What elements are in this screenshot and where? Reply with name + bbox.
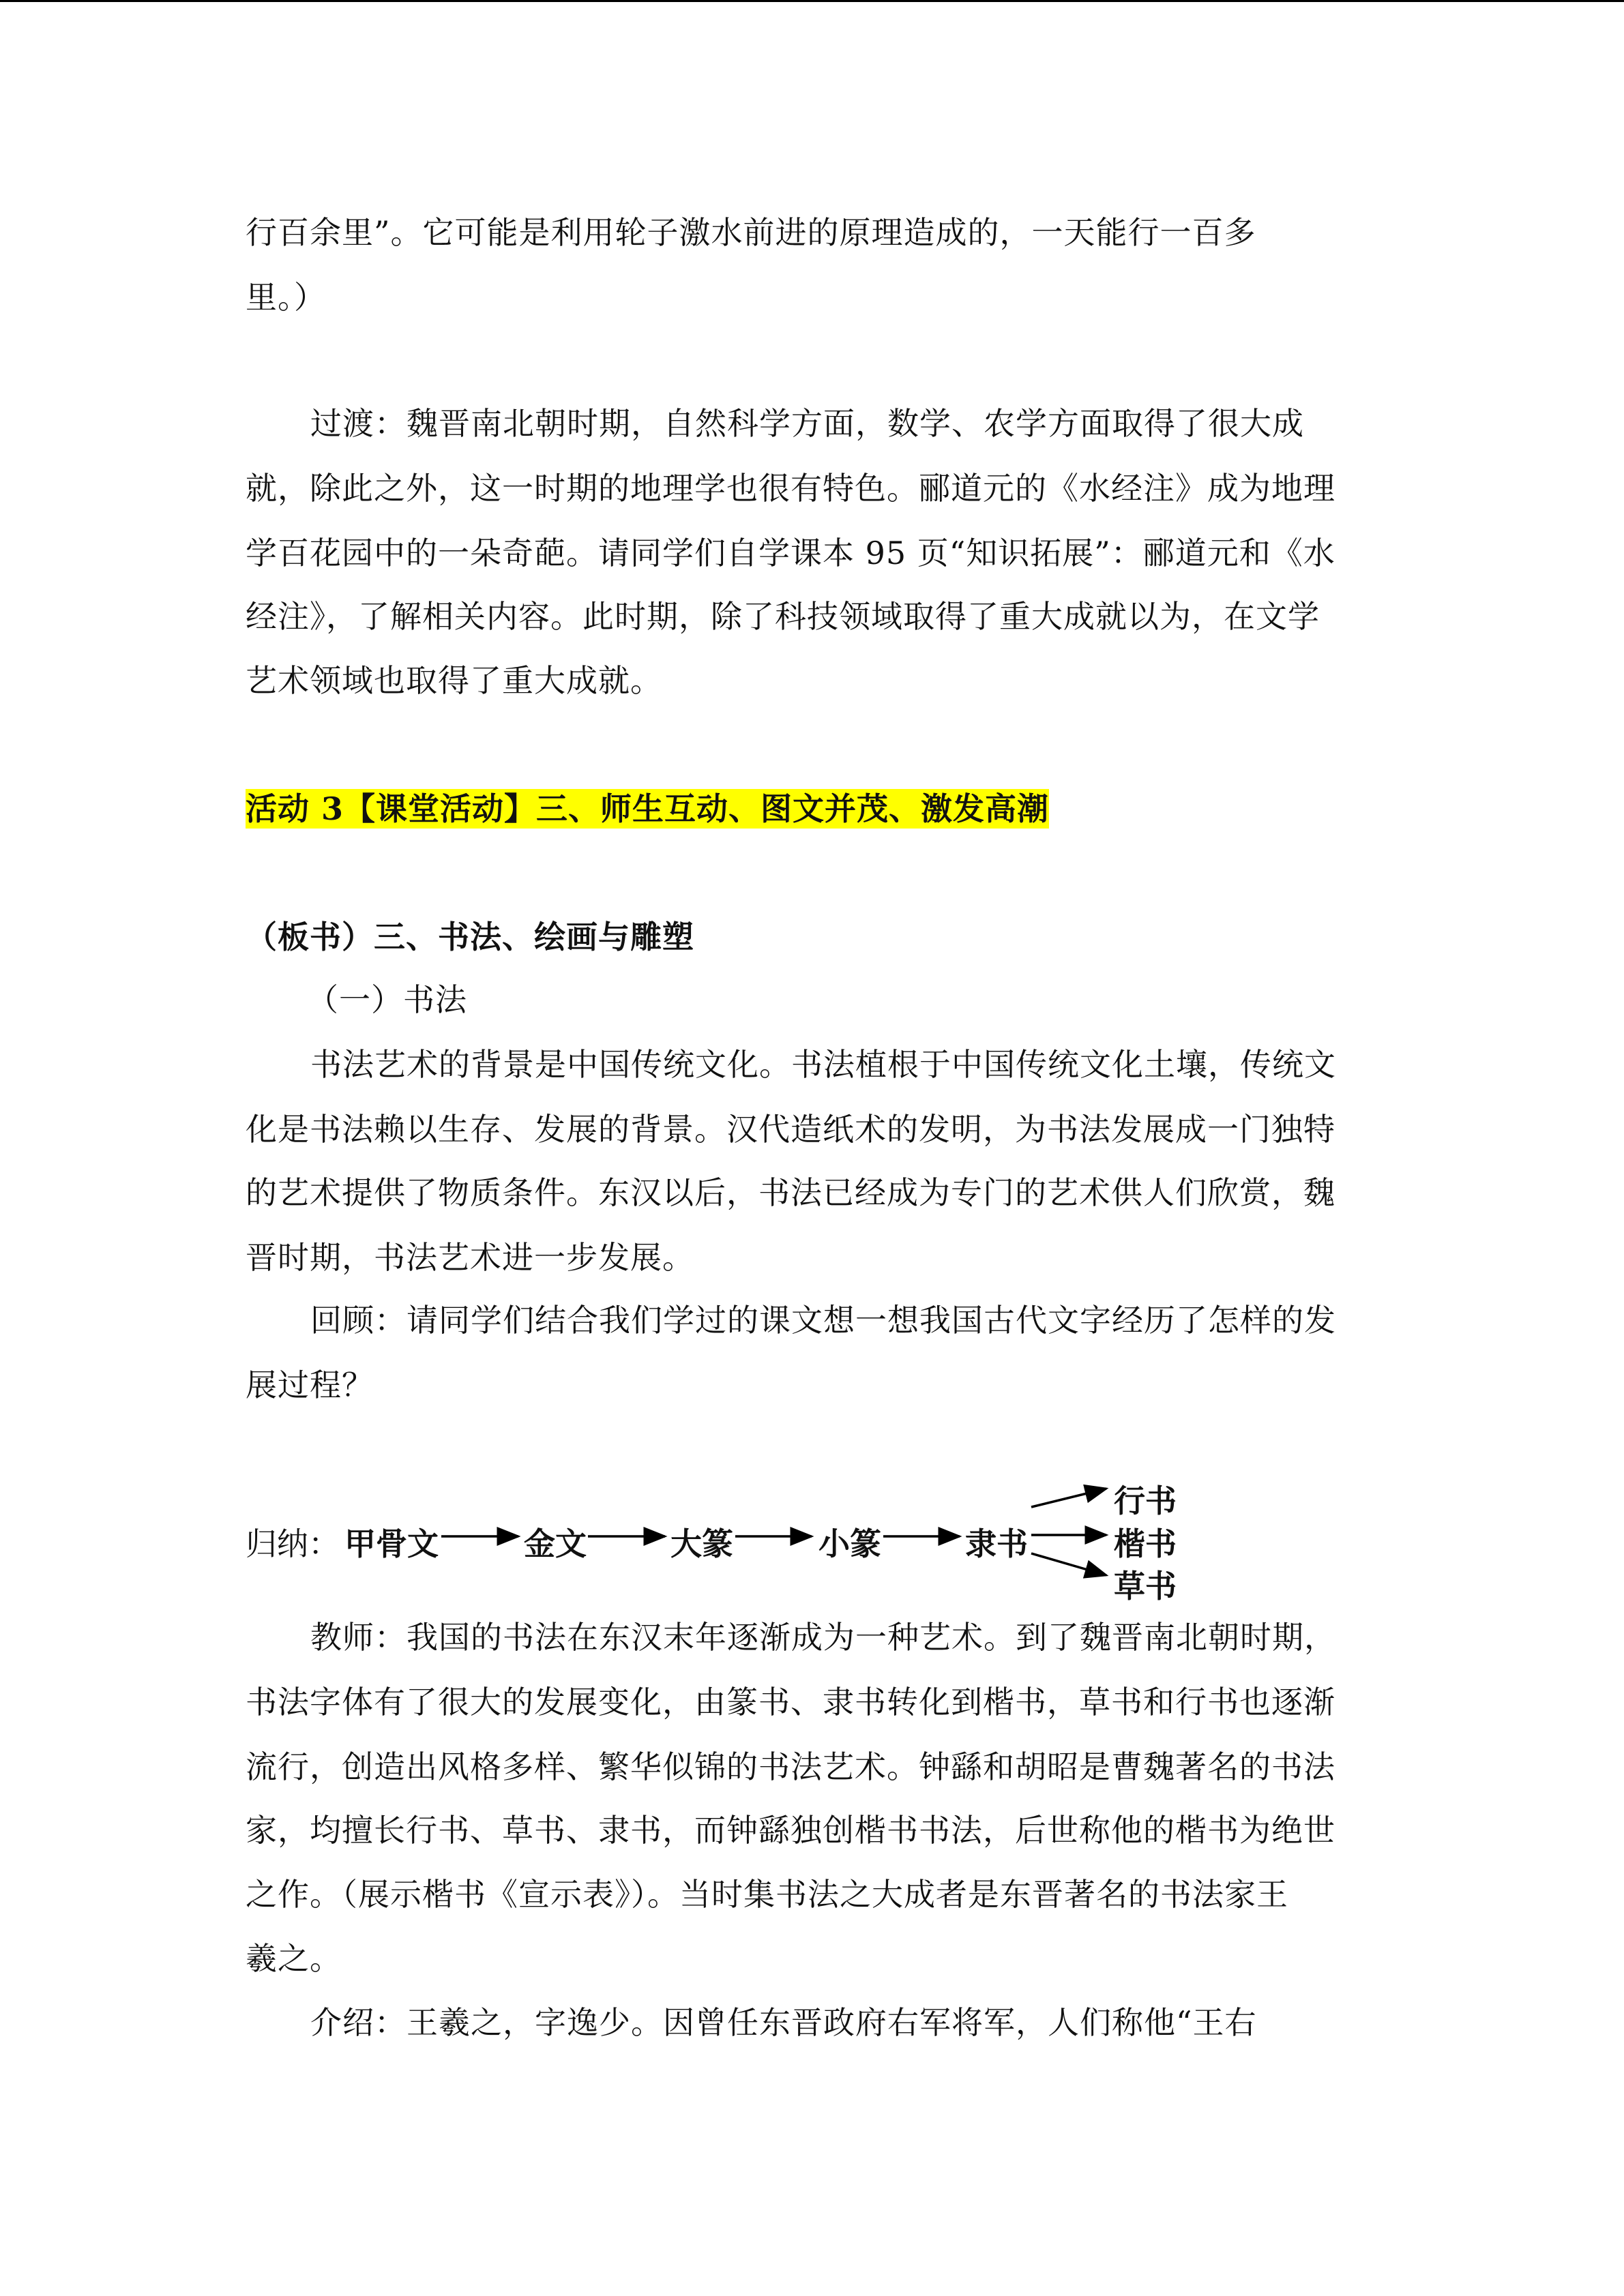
- text-line: 介绍：王羲之，字逸少。因曾任东晋政府右军将军，人们称他“王右: [310, 2004, 1257, 2041]
- text-line: 晋时期，书法艺术进一步发展。: [246, 1239, 694, 1276]
- flow-term-xiaozhuan: 小篆: [818, 1525, 881, 1562]
- text-line: 书法字体有了很大的发展变化，由篆书、隶书转化到楷书，草书和行书也逐渐: [246, 1684, 1335, 1720]
- text-line: 里。）: [246, 279, 326, 316]
- board-heading: （板书）三、书法、绘画与雕塑: [246, 919, 694, 955]
- flow-term-lishu: 隶书: [965, 1525, 1028, 1562]
- text-line: 书法艺术的背景是中国传统文化。书法植根于中国传统文化土壤，传统文: [310, 1046, 1336, 1083]
- text-line: 就，除此之外，这一时期的地理学也很有特色。郦道元的《水经注》成为地理: [246, 470, 1335, 507]
- text-line: 家，均擅长行书、草书、隶书，而钟繇独创楷书书法，后世称他的楷书为绝世: [246, 1812, 1335, 1849]
- sub-heading: （一）书法: [307, 981, 467, 1018]
- text-line: 教师：我国的书法在东汉末年逐渐成为一种艺术。到了魏晋南北朝时期，: [310, 1619, 1336, 1656]
- text-line: 之作。（展示楷书《宣示表》）。当时集书法之大成者是东晋著名的书法家王: [246, 1876, 1288, 1913]
- text-line: 经注》，了解相关内容。此时期，除了科技领域取得了重大成就以为，在文学: [246, 598, 1320, 635]
- flow-branch-xingshu: 行书: [1114, 1482, 1177, 1519]
- flow-term-dazhuan: 大篆: [670, 1525, 733, 1562]
- flow-label: 归纳：: [246, 1525, 340, 1562]
- text-line: 羲之。: [246, 1940, 342, 1977]
- text-line: 的艺术提供了物质条件。东汉以后，书法已经成为专门的艺术供人们欣赏，魏: [246, 1174, 1335, 1211]
- text-line: 艺术领域也取得了重大成就。: [246, 662, 662, 699]
- text-line: 回顾：请同学们结合我们学过的课文想一想我国古代文字经历了怎样的发: [310, 1302, 1336, 1339]
- arrow-branch-up: [1031, 1489, 1106, 1507]
- flow-term-jinwen: 金文: [524, 1525, 587, 1562]
- text-line: 学百花园中的一朵奇葩。请同学们自学课本 95 页“知识拓展”：郦道元和《水: [246, 535, 1335, 571]
- text-line: 流行，创造出风格多样、繁华似锦的书法艺术。钟繇和胡昭是曹魏著名的书法: [246, 1748, 1335, 1785]
- text-line: 化是书法赖以生存、发展的背景。汉代造纸术的发明，为书法发展成一门独特: [246, 1111, 1335, 1148]
- flow-branch-kaishu: 楷书: [1114, 1525, 1177, 1562]
- activity-heading-text: 活动 3【课堂活动】三、师生互动、图文并茂、激发高潮: [246, 790, 1050, 827]
- flow-term-jiaguwen: 甲骨文: [344, 1525, 439, 1562]
- text-line: 行百余里”。它可能是利用轮子激水前进的原理造成的，一天能行一百多: [246, 214, 1256, 251]
- flow-branch-caoshu: 草书: [1114, 1568, 1177, 1605]
- text-line: 展过程？: [246, 1367, 374, 1403]
- text-line: 过渡：魏晋南北朝时期，自然科学方面，数学、农学方面取得了很大成: [310, 405, 1304, 442]
- arrow-branch-down: [1031, 1553, 1106, 1575]
